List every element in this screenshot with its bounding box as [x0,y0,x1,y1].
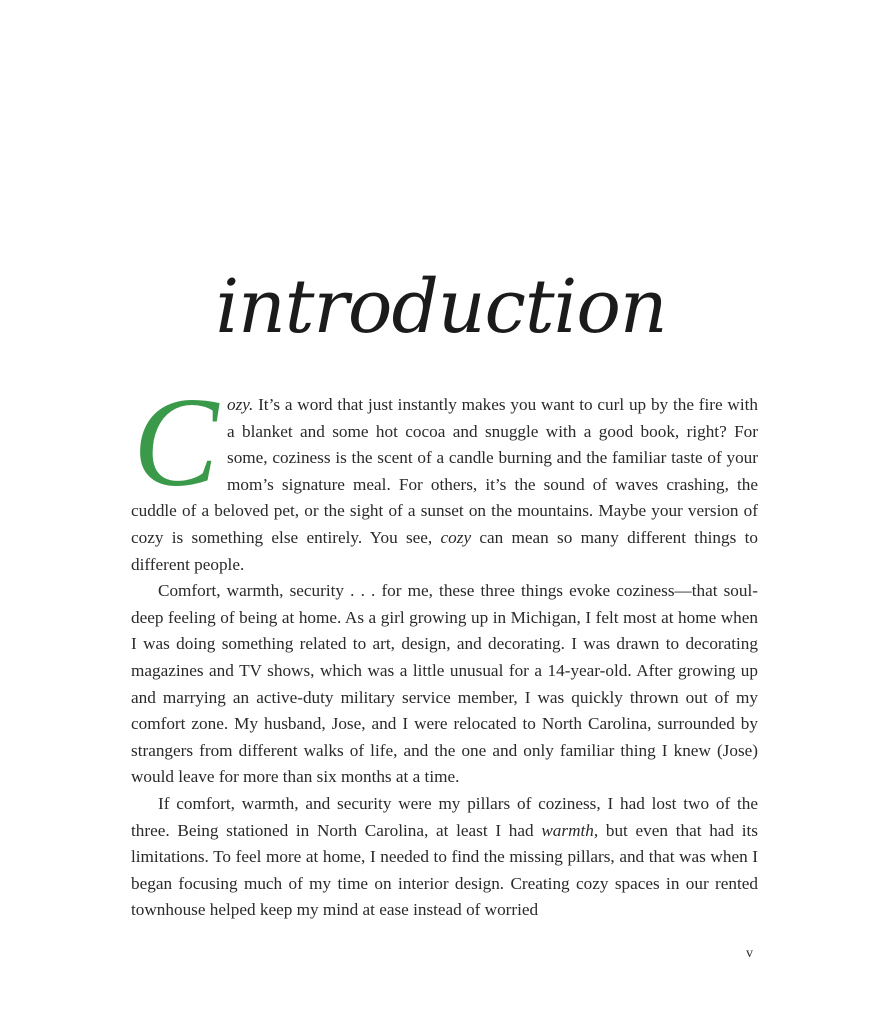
paragraph-1-text-b: can mean so many different things to different people. [131,527,758,574]
paragraph-1 [131,371,758,578]
paragraph-1-emphasis: cozy [440,527,472,547]
lead-word: ozy. [227,395,254,414]
paragraph-3-text-a: If comfort, warmth, and security were my pillars of coziness, I had lost two of the three. Being stationed in North Carolina, at least I had [131,793,758,840]
chapter-title-script [0,262,882,372]
drop-cap: C [133,371,219,513]
paragraph-1-text-a: It’s a word that just instantly makes you want to curl up by the fire with a blanket and some hot cocoa and snuggle with a good book, right? For some, coziness is the scent of a candle burning and the familiar taste of your mom’s signature meal. For others, it’s the sound of waves crashing, the cuddle of a beloved pet, or the sight of a sunset on the mountains. Maybe your version of cozy is something else entirely. You see, [131,395,758,547]
paragraph-2: Comfort, warmth, security . . . for me, these three things evoke coziness—that soul-deep feeling of being at home. As a girl growing up in Michigan, I felt most at home when I was doing something related to art, design, and decorating. I was drawn to decorating magazines and TV shows, which was a little unusual for a 14-year-old. After growing up and marrying an active-duty military service member, I was quickly thrown out of my comfort zone. My husband, Jose, and I were relocated to North Carolina, surrounded by strangers from different walks of life, and the one and only familiar thing I knew (Jose) would leave for more than six months at a time. [131,581,758,787]
body-text [131,371,758,924]
chapter-title [0,262,882,372]
page-number: v [746,946,754,961]
chapter-title-text: introduction [215,264,667,350]
paragraph-3-text-b: but even that had its limitations. To feel more at home, I needed to find the missing pillars, and that was when I began focusing much of my time on interior design. Creating cozy spaces in our rented townhouse helped keep my mind at ease instead of worried [131,820,758,920]
paragraph-3-emphasis: warmth, [541,820,599,840]
paragraph-3 [131,791,758,924]
